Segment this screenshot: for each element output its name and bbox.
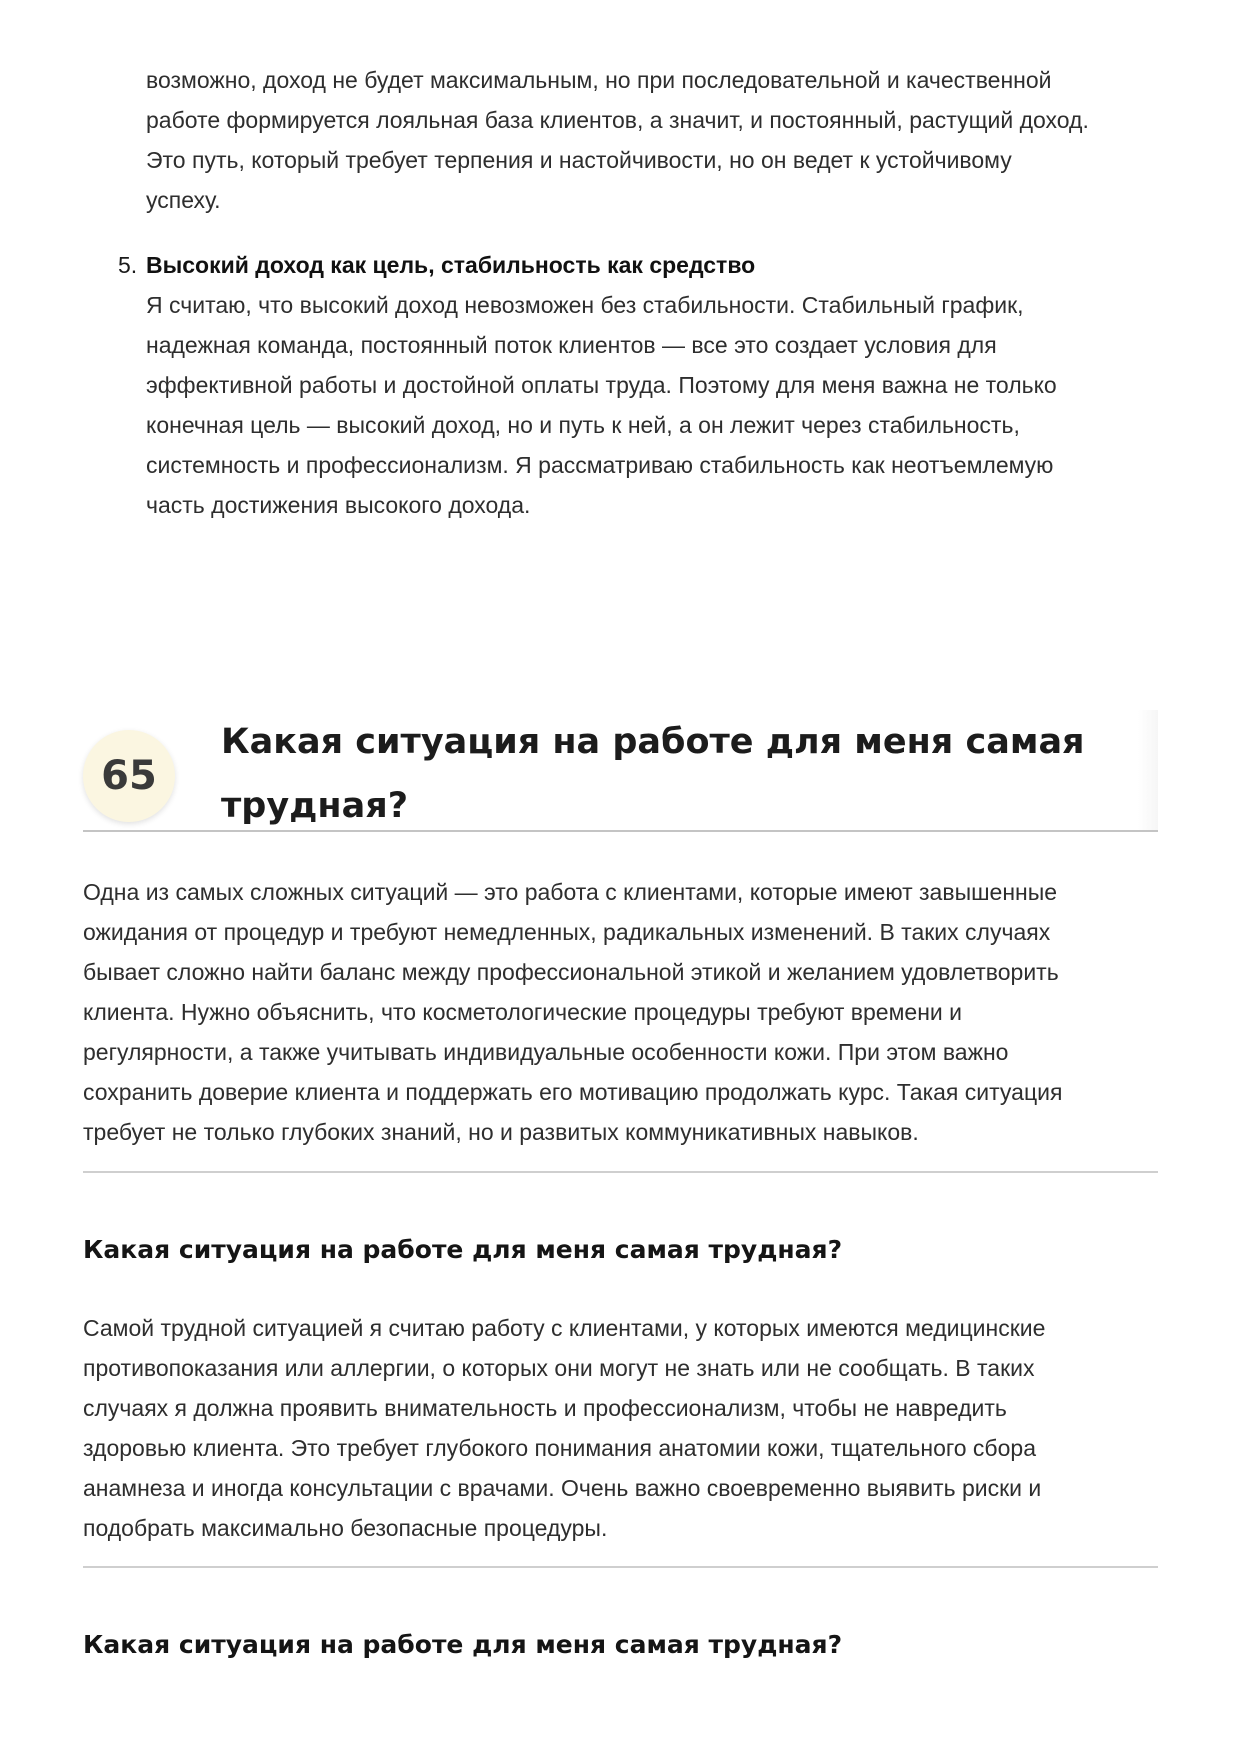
divider [83, 1171, 1158, 1173]
answer-heading: Какая ситуация на работе для меня самая трудная? [83, 1630, 843, 1659]
paragraph-line: Одна из самых сложных ситуаций — это работа с клиентами, которые имеют завышенные [83, 879, 1058, 905]
question-title-line: трудная? [221, 786, 408, 826]
list-item-title: Высокий доход как цель, стабильность как средство [146, 252, 756, 278]
paragraph-line: анамнеза и иногда консультации с врачами. Очень важно своевременно выявить риски и [83, 1475, 1042, 1501]
list-item-body [146, 245, 1166, 525]
paragraph-line: здоровью клиента. Это требует глубокого понимания анатомии кожи, тщательного сбора [83, 1435, 1036, 1461]
answer-heading: Какая ситуация на работе для меня самая трудная? [83, 1235, 843, 1264]
question-number-badge: 65 [83, 730, 175, 822]
paragraph-line: случаях я должна проявить внимательность и профессионализм, чтобы не навредить [83, 1395, 1007, 1421]
paragraph-line: системность и профессионализм. Я рассматриваю стабильность как неотъемлемую [146, 452, 1054, 478]
paragraph-line: противопоказания или аллергии, о которых они могут не знать или не сообщать. В таких [83, 1355, 1035, 1381]
paragraph-line: клиента. Нужно объяснить, что косметологические процедуры требуют времени и [83, 999, 962, 1025]
answer-block-1 [83, 872, 1163, 1152]
header-shade [1138, 710, 1158, 830]
paragraph-line: требует не только глубоких знаний, но и развитых коммуникативных навыков. [83, 1119, 919, 1145]
paragraph-line: надежная команда, постоянный поток клиентов — все это создает условия для [146, 332, 997, 358]
paragraph-line: работе формируется лояльная база клиентов, а значит, и постоянный, растущий доход. [146, 107, 1089, 133]
paragraph-line: Я считаю, что высокий доход невозможен без стабильности. Стабильный график, [146, 292, 1024, 318]
paragraph-line: конечная цель — высокий доход, но и путь к ней, а он лежит через стабильность, [146, 412, 1020, 438]
paragraph-line: успеху. [146, 187, 221, 213]
divider [83, 1566, 1158, 1568]
paragraph-line: сохранить доверие клиента и поддержать его мотивацию продолжать курс. Такая ситуация [83, 1079, 1063, 1105]
paragraph-line: бывает сложно найти баланс между профессиональной этикой и желанием удовлетворить [83, 959, 1059, 985]
paragraph-line: ожидания от процедур и требуют немедленных, радикальных изменений. В таких случаях [83, 919, 1051, 945]
paragraph-line: возможно, доход не будет максимальным, но при последовательной и качественной [146, 67, 1052, 93]
answer-block-2 [83, 1308, 1163, 1548]
paragraph-line: Это путь, который требует терпения и настойчивости, но он ведет к устойчивому [146, 147, 1012, 173]
list-item-number: 5. [118, 252, 138, 278]
list-item-4-continuation [146, 60, 1166, 220]
paragraph-line: подобрать максимально безопасные процедуры. [83, 1515, 608, 1541]
paragraph-line: регулярности, а также учитывать индивидуальные особенности кожи. При этом важно [83, 1039, 1009, 1065]
question-title [221, 710, 1121, 838]
paragraph-line: эффективной работы и достойной оплаты труда. Поэтому для меня важна не только [146, 372, 1057, 398]
question-header [83, 710, 1158, 832]
paragraph-line: часть достижения высокого дохода. [146, 492, 531, 518]
question-title-line: Какая ситуация на работе для меня самая [221, 722, 1085, 762]
paragraph-line: Самой трудной ситуацией я считаю работу с клиентами, у которых имеются медицинские [83, 1315, 1046, 1341]
